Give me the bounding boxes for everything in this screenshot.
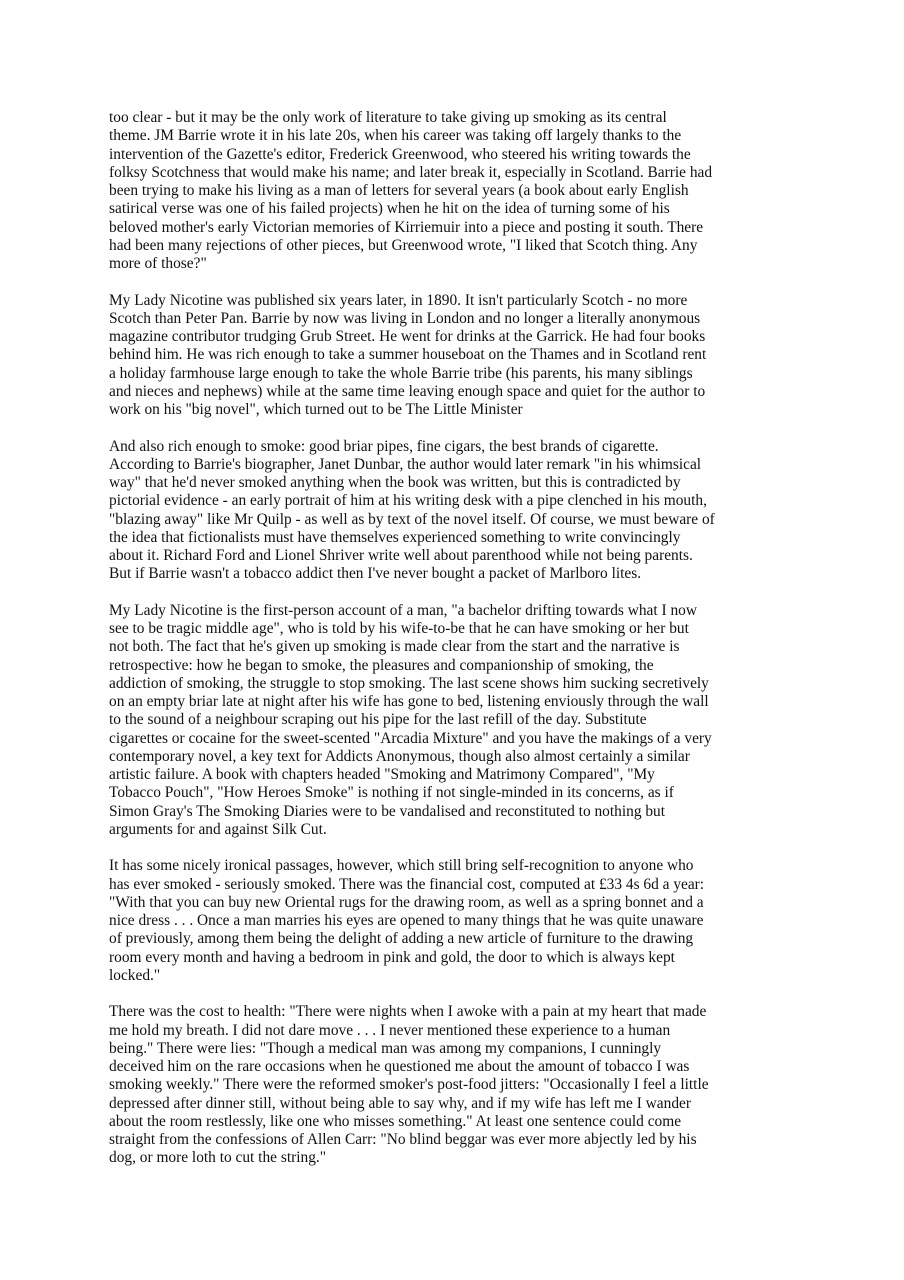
paragraph-5: It has some nicely ironical passages, however, which still bring self-recognition to anyone who has ever smoked - seriously smoked. There was the financial cost, computed at £33 4s 6d a year: "With that you can buy new Oriental rugs for the drawing room, as well as a spring bonnet and a nice dress . . . Once a man marries his eyes are opened to many things that he was quite unaware of previously, among them being the delight of adding a new article of furniture to the drawing room every month and having a bedroom in pink and gold, the door to which is always kept locked." (109, 857, 705, 984)
paragraph-1: too clear - but it may be the only work of literature to take giving up smoking as its central theme. JM Barrie wrote it in his late 20s, when his career was taking off largely thanks to the intervention of the Gazette's editor, Frederick Greenwood, who steered his writing towards the folksy Scotchness that would make his name; and later break it, especially in Scotland. Barrie had been trying to make his living as a man of letters for several years (a book about early English satirical verse was one of his failed projects) when he hit on the idea of turning some of his beloved mother's early Victorian memories of Kirriemuir into a piece and posting it south. There had been many rejections of other pieces, but Greenwood wrote, "I liked that Scotch thing. Any more of those?" (109, 109, 713, 272)
paragraph-2: My Lady Nicotine was published six years later, in 1890. It isn't particularly Scotch - no more Scotch than Peter Pan. Barrie by now was living in London and no longer a literally anonymous magazine contributor trudging Grub Street. He went for drinks at the Garrick. He had four books behind him. He was rich enough to take a summer houseboat on the Thames and in Scotland rent a holiday farmhouse large enough to take the whole Barrie tribe (his parents, his many siblings and nieces and nephews) while at the same time leaving enough space and quiet for the author to work on his "big novel", which turned out to be The Little Minister (109, 291, 707, 418)
paragraph-6: There was the cost to health: "There were nights when I awoke with a pain at my heart that made me hold my breath. I did not dare move . . . I never mentioned these experience to a human being." There were lies: "Though a medical man was among my companions, I cunningly deceived him on the rare occasions when he questioned me about the amount of tobacco I was smoking weekly." There were the reformed smoker's post-food jitters: "Occasionally I feel a little depressed after dinner still, without being able to say why, and if my wife has left me I wander about the room restlessly, like one who misses something." At least one sentence could come straight from the confessions of Allen Carr: "No blind beggar was ever more abjectly led by his dog, or more loth to cut the string." (109, 1003, 709, 1167)
document-page (109, 109, 809, 1186)
paragraph-4: My Lady Nicotine is the first-person account of a man, "a bachelor drifting towards what I now see to be tragic middle age", who is told by his wife-to-be that he can have smoking or her but not both. The fact that he's given up smoking is made clear from the start and the narrative is retrospective: how he began to smoke, the pleasures and companionship of smoking, the addiction of smoking, the struggle to stop smoking. The last scene shows him sucking secretively on an empty briar late at night after his wife has gone to bed, listening enviously through the wall to the sound of a neighbour scraping out his pipe for the last refill of the day. Substitute cigarettes or cocaine for the sweet-scented "Arcadia Mixture" and you have the makings of a very contemporary novel, a key text for Addicts Anonymous, though also almost certainly a similar artistic failure. A book with chapters headed "Smoking and Matrimony Compared", "My Tobacco Pouch", "How Heroes Smoke" is nothing if not single-minded in its concerns, as if Simon Gray's The Smoking Diaries were to be vandalised and reconstituted to nothing but arguments for and against Silk Cut. (109, 601, 712, 838)
paragraph-3: And also rich enough to smoke: good briar pipes, fine cigars, the best brands of cigarette. According to Barrie's biographer, Janet Dunbar, the author would later remark "in his whimsical way" that he'd never smoked anything when the book was written, but this is contradicted by pictorial evidence - an early portrait of him at his writing desk with a pipe clenched in his mouth, "blazing away" like Mr Quilp - as well as by text of the novel itself. Of course, we must beware of the idea that fictionalists must have themselves experienced something to write convincingly about it. Richard Ford and Lionel Shriver write well about parenthood while not being parents. But if Barrie wasn't a tobacco addict then I've never bought a packet of Marlboro lites. (109, 437, 715, 583)
